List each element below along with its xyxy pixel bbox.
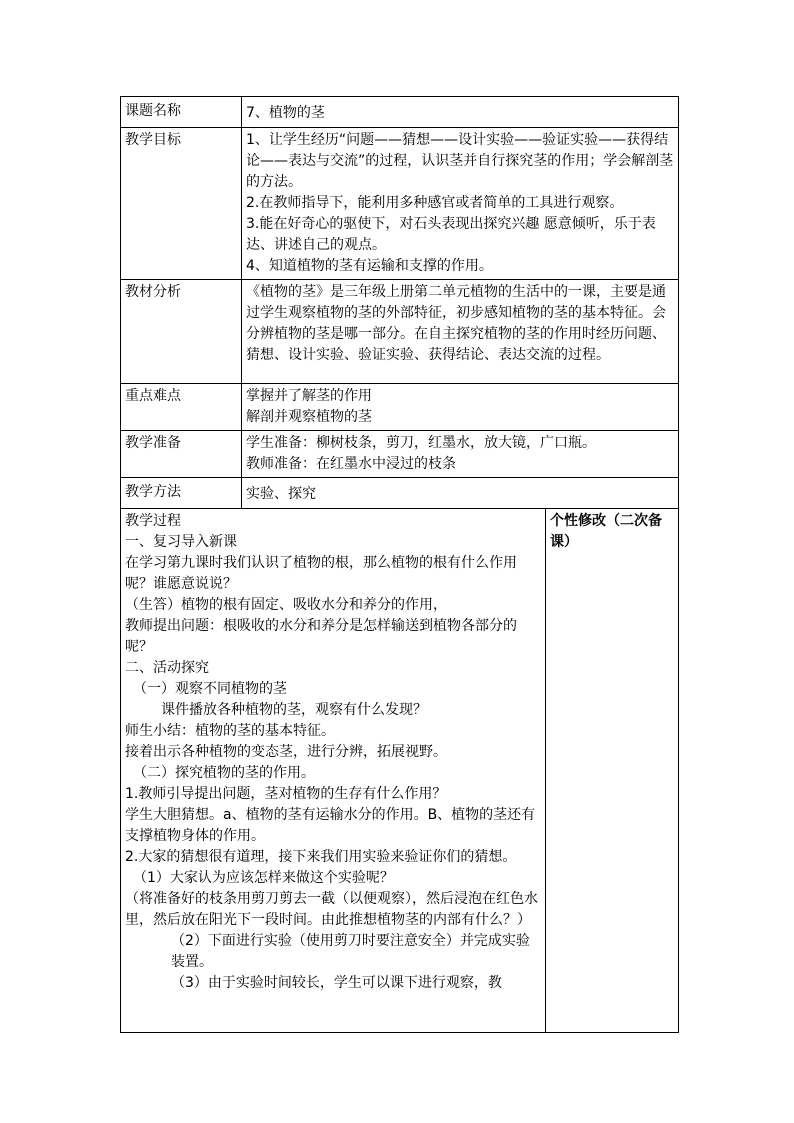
objective-4: 4、知道植物的茎有运输和支撑的作用。 [246,258,493,274]
process-line: 1.教师引导提出问题，茎对植物的生存有什么作用？ [125,786,447,802]
keypoints-cell [242,384,679,431]
process-line: （3）由于实验时间较长，学生可以课下进行观察，教 [171,975,502,991]
process-section-1: 一、复习导入新课 [125,534,237,550]
process-cell [121,509,546,1033]
method-text: 实验、探究 [246,486,316,502]
table-row [121,97,679,128]
process-line: （生答）植物的根有固定、吸收水分和养分的作用， [125,597,447,613]
process-heading: 教学过程 [125,513,181,529]
objective-2: 2.在教师指导下，能利用多种感官或者简单的工具进行观察。 [246,195,624,211]
row-label-preparation: 教学准备 [121,431,242,478]
row-label-title: 课题名称 [121,97,242,128]
table-row [121,384,679,431]
revision-header: 个性修改（二次备课） [550,513,662,550]
process-subsection: （二）探究植物的茎的作用。 [133,765,315,781]
table-row [121,128,679,280]
preparation-student: 学生准备：柳树枝条，剪刀，红墨水，放大镜，广口瓶。 [246,435,596,451]
process-line: 教师提出问题：根吸收的水分和养分是怎样输送到植物各部分的呢？ [125,618,517,655]
process-line: 接着出示各种植物的变态茎，进行分辨，拓展视野。 [125,744,447,760]
objectives-cell [242,128,679,280]
preparation-teacher: 教师准备：在红墨水中浸过的枝条 [246,456,456,472]
keypoint-1: 掌握并了解茎的作用 [246,388,372,404]
table-row [121,431,679,478]
lesson-title-text: 7、植物的茎 [246,105,325,121]
process-line: （1）大家认为应该怎样来做这个实验呢？ [133,870,394,886]
lesson-title [242,97,679,128]
process-line: （2）下面进行实验（使用剪刀时要注意安全）并完成实验装置。 [171,933,530,970]
objective-3: 3.能在好奇心的驱使下，对石头表现出探究兴趣 愿意倾听，乐于表达、讲述自己的观点。 [246,216,656,253]
objective-1: 1、让学生经历“问题——猜想——设计实验——验证实验——获得结论——表达与交流”的过程，认识茎并自行探究茎的作用；学会解剖茎的方法。 [246,132,674,190]
keypoint-2: 解剖并观察植物的茎 [246,409,372,425]
row-label-objectives: 教学目标 [121,128,242,280]
process-line: （将准备好的枝条用剪刀剪去一截（以便观察），然后浸泡在红色水里，然后放在阳光下一段时间。由此推想植物茎的内部有什么？） [125,891,538,928]
preparation-cell [242,431,679,478]
row-label-analysis: 教材分析 [121,280,242,384]
process-line: 师生小结：植物的茎的基本特征。 [125,723,335,739]
method-cell [242,478,679,509]
process-subsection: （一）观察不同植物的茎 [133,681,287,697]
analysis-text: 《植物的茎》是三年级上册第二单元植物的生活中的一课，主要是通过学生观察植物的茎的外部特征，初步感知植物的茎的基本特征。会分辨植物的茎是哪一部分。在自主探究植物的茎的作用时经历问题、猜想、设计实验、验证实验、获得结论、表达交流的过程。 [246,284,666,363]
process-section-2: 二、活动探究 [125,660,209,676]
row-label-method: 教学方法 [121,478,242,509]
analysis-cell [242,280,679,384]
table-row [121,280,679,384]
table-row [121,478,679,509]
process-line: 课件播放各种植物的茎，观察有什么发现？ [161,702,427,718]
revision-cell [546,509,679,1033]
process-line: 2.大家的猜想很有道理，接下来我们用实验来验证你们的猜想。 [125,849,517,865]
lesson-plan-table [120,96,679,1033]
process-line: 学生大胆猜想。a、植物的茎有运输水分的作用。B、植物的茎还有支撑植物身体的作用。 [125,807,536,844]
process-line: 在学习第九课时我们认识了植物的根，那么植物的根有什么作用呢？谁愿意说说？ [125,555,517,592]
table-row [121,509,679,1033]
row-label-keypoints: 重点难点 [121,384,242,431]
